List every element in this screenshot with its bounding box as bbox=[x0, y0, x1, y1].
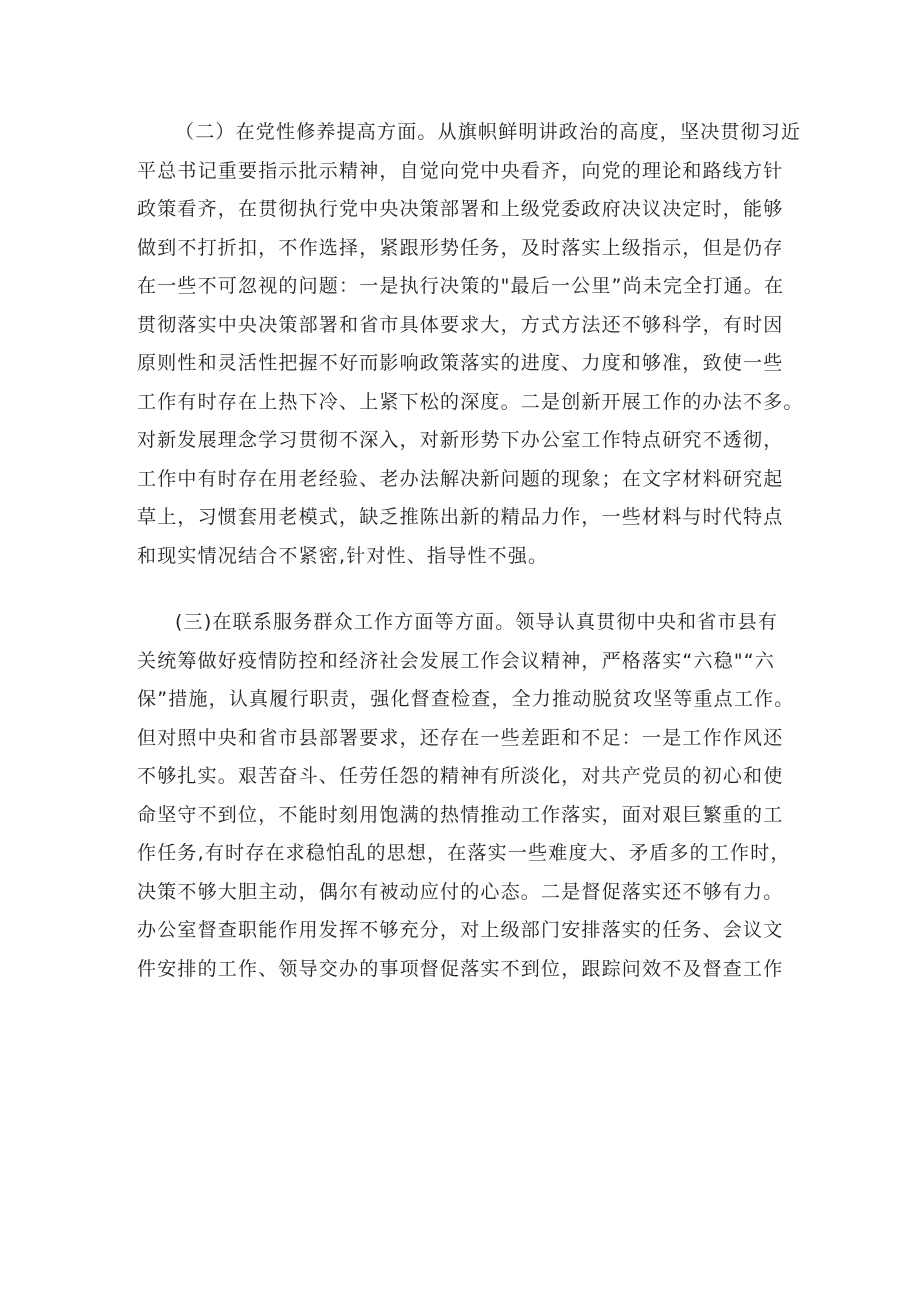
paragraph-line: 命坚守不到位，不能时刻用饱满的热情推动工作落实，面对艰巨繁重的工 bbox=[137, 803, 784, 826]
paragraph-line: 对新发展理念学习贯彻不深入，对新形势下办公室工作特点研究不透彻， bbox=[137, 429, 784, 451]
paragraph-line: 平总书记重要指示批示精神，自觉向党中央看齐，向党的理论和路线方针 bbox=[137, 159, 784, 182]
paragraph-line: 关统筹做好疫情防控和经济社会发展工作会议精神，严格落实“六稳"“六 bbox=[137, 649, 776, 672]
document-body bbox=[137, 113, 804, 988]
paragraph-line: 但对照中央和省市县部署要求，还存在一些差距和不足：一是工作作风还 bbox=[137, 726, 784, 749]
paragraph-line: 草上，习惯套用老模式，缺乏推陈出新的精品力作，一些材料与时代特点 bbox=[137, 506, 784, 528]
paragraph-line: 和现实情况结合不紧密,针对性、指导性不强。 bbox=[137, 544, 549, 567]
paragraph-line: 贯彻落实中央决策部署和省市具体要求大，方式方法还不够科学，有时因 bbox=[137, 313, 784, 336]
paragraph-line: (三)在联系服务群众工作方面等方面。领导认真贯彻中央和省市县有 bbox=[175, 611, 779, 633]
paragraph-line: 办公室督查职能作用发挥不够充分，对上级部门安排落实的任务、会议文 bbox=[137, 919, 784, 941]
paragraph-party-cultivation bbox=[137, 113, 804, 575]
paragraph-line: 作任务,有时存在求稳怕乱的思想，在落实一些难度大、矛盾多的工作时， bbox=[137, 842, 791, 864]
paragraph-line: 原则性和灵活性把握不好而影响政策落实的进度、力度和够准，致使一些 bbox=[137, 352, 784, 374]
paragraph-line: 决策不够大胆主动，偶尔有被动应付的心态。二是督促落实还不够有力。 bbox=[137, 880, 784, 903]
paragraph-line: （二）在党性修养提高方面。从旗帜鲜明讲政治的高度，坚决贯彻习近 bbox=[175, 121, 802, 143]
paragraph-line: 不够扎实。艰苦奋斗、任劳任怨的精神有所淡化，对共产党员的初心和使 bbox=[137, 765, 784, 787]
paragraph-line: 在一些不可忽视的问题：一是执行决策的"最后一公里”尚未完全打通。在 bbox=[137, 275, 785, 297]
paragraph-line: 政策看齐，在贯彻执行党中央决策部署和上级党委政府决议决定时，能够 bbox=[137, 198, 784, 220]
paragraph-line: 工作中有时存在用老经验、老办法解决新问题的现象；在文字材料研究起 bbox=[137, 467, 784, 490]
paragraph-line: 保”措施，认真履行职责，强化督查检查，全力推动脱贫攻坚等重点工作。 bbox=[137, 688, 795, 710]
paragraph-serving-masses bbox=[137, 603, 797, 988]
paragraph-line: 件安排的工作、领导交办的事项督促落实不到位，跟踪问效不及督查工作 bbox=[137, 957, 784, 980]
paragraph-line: 工作有时存在上热下冷、上紧下松的深度。二是创新开展工作的办法不多。 bbox=[137, 390, 804, 413]
paragraph-line: 做到不打折扣，不作选择，紧跟形势任务，及时落实上级指示，但是仍存 bbox=[137, 236, 784, 259]
